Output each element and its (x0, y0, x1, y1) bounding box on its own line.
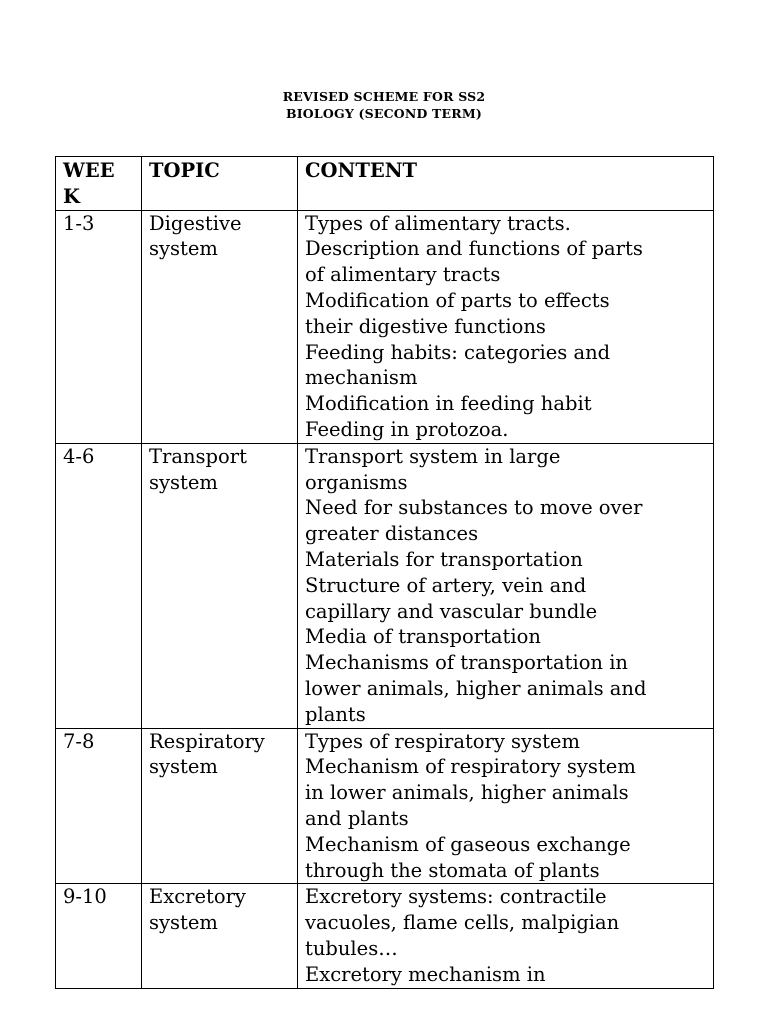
content-line: Description and functions of parts (305, 237, 643, 261)
content-line: through the stomata of plants (305, 858, 600, 882)
document-title-line-1: REVISED SCHEME FOR SS2 (282, 89, 486, 104)
week-cell (56, 728, 142, 884)
content-cell (298, 728, 714, 884)
content-line: lower animals, higher animals and (305, 676, 647, 700)
topic-cell (142, 884, 298, 988)
content-line: in lower animals, higher animals (305, 781, 629, 805)
content-line: Mechanisms of transportation in (305, 651, 628, 675)
content-cell (298, 884, 714, 988)
week-value: 1-3 (63, 211, 95, 235)
content-line: Excretory systems: contractile (305, 885, 607, 909)
content-cell (298, 443, 714, 728)
content-line: mechanism (305, 366, 418, 390)
topic-line: system (149, 237, 218, 261)
content-line: vacuoles, flame cells, malpigian (305, 911, 620, 935)
topic-line: Digestive (149, 211, 242, 235)
week-value: 9-10 (63, 885, 107, 909)
content-line: Need for substances to move over (305, 496, 643, 520)
table-row (56, 884, 714, 988)
topic-line: Excretory (149, 885, 246, 909)
content-line: Feeding habits: categories and (305, 340, 611, 364)
header-week-line-1: WEE (63, 159, 115, 182)
scheme-table (55, 156, 714, 989)
topic-cell (142, 728, 298, 884)
content-line: their digestive functions (305, 314, 546, 338)
week-value: 4-6 (63, 444, 95, 468)
content-line: Feeding in protozoa. (305, 417, 509, 441)
table-header-row (56, 157, 714, 211)
content-line: of alimentary tracts (305, 263, 501, 287)
content-cell (298, 210, 714, 443)
content-line: and plants (305, 806, 409, 830)
topic-line: system (149, 755, 218, 779)
week-cell (56, 210, 142, 443)
content-line: tubules… (305, 936, 398, 960)
header-topic-label: TOPIC (149, 159, 220, 182)
header-week-line-2: K (63, 184, 80, 208)
content-line: capillary and vascular bundle (305, 599, 598, 623)
header-content (298, 157, 714, 211)
table-row (56, 443, 714, 728)
header-content-label: CONTENT (305, 159, 418, 182)
content-line: greater distances (305, 522, 479, 546)
document-title-line-2: BIOLOGY (SECOND TERM) (285, 106, 483, 121)
content-line: Types of alimentary tracts. (305, 211, 571, 235)
week-value: 7-8 (63, 729, 95, 753)
content-line: Materials for transportation (305, 547, 583, 571)
topic-cell (142, 443, 298, 728)
topic-line: Respiratory (149, 729, 265, 753)
topic-line: system (149, 470, 218, 494)
content-line: Modification of parts to effects (305, 288, 610, 312)
content-line: Structure of artery, vein and (305, 573, 587, 597)
content-line: Types of respiratory system (305, 729, 580, 753)
week-cell (56, 443, 142, 728)
week-cell (56, 884, 142, 988)
header-topic (142, 157, 298, 211)
content-line: organisms (305, 470, 408, 494)
content-line: Excretory mechanism in (305, 962, 546, 986)
table-row (56, 210, 714, 443)
topic-cell (142, 210, 298, 443)
content-line: Modification in feeding habit (305, 392, 592, 416)
content-line: Mechanism of respiratory system (305, 755, 636, 779)
table-row (56, 728, 714, 884)
content-line: Mechanism of gaseous exchange (305, 832, 631, 856)
content-line: Transport system in large (305, 444, 561, 468)
header-week (56, 157, 142, 211)
content-line: Media of transportation (305, 625, 541, 649)
topic-line: Transport (149, 444, 247, 468)
content-line: plants (305, 702, 366, 726)
topic-line: system (149, 911, 218, 935)
